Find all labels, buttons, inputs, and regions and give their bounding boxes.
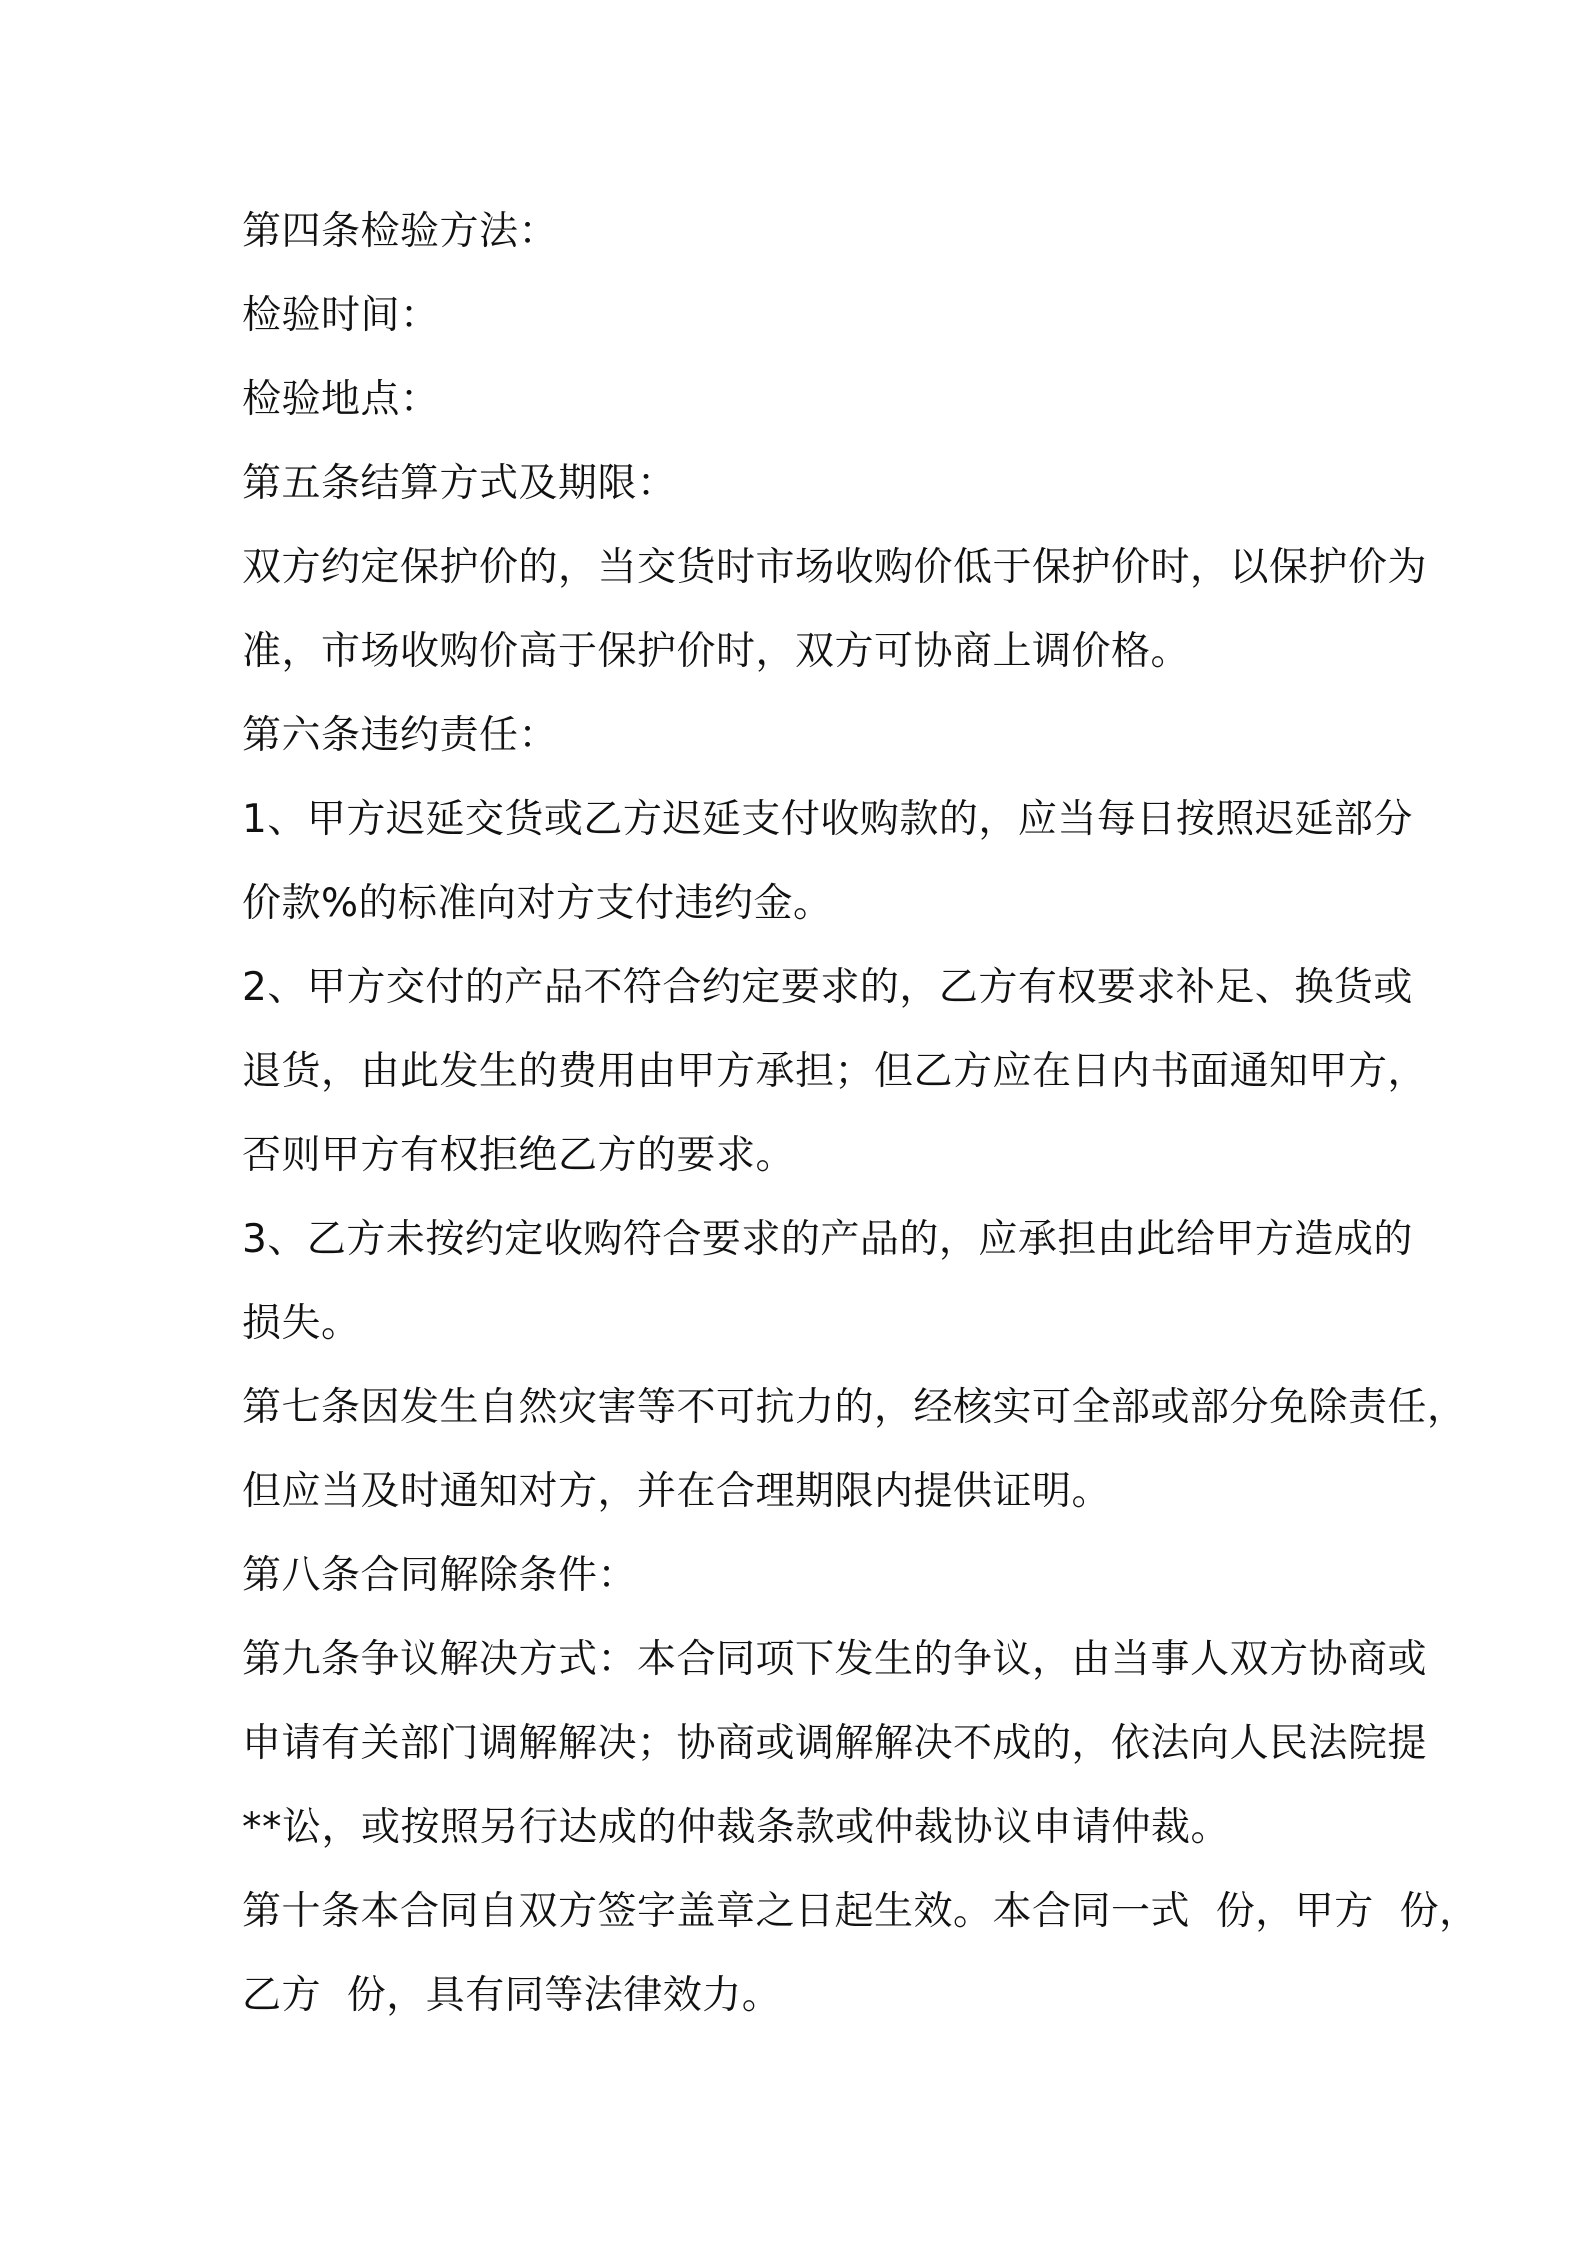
clause-6-item-3-line-2: 损失。 bbox=[242, 1301, 361, 1346]
clause-6-item-2-line-1: 2、甲方交付的产品不符合约定要求的，乙方有权要求补足、换货或 bbox=[242, 965, 1413, 1010]
clause-6-item-2-line-2: 退货，由此发生的费用由甲方承担；但乙方应在日内书面通知甲方， bbox=[242, 1049, 1428, 1094]
contract-body bbox=[242, 190, 1479, 2038]
inspection-location-line: 检验地点： bbox=[242, 377, 440, 422]
clause-10-line-2: 乙方 份，具有同等法律效力。 bbox=[242, 1973, 782, 2018]
clause-5-text-line-1: 双方约定保护价的，当交货时市场收购价低于保护价时，以保护价为 bbox=[242, 545, 1428, 590]
clause-7-line-1: 第七条因发生自然灾害等不可抗力的，经核实可全部或部分免除责任， bbox=[242, 1385, 1467, 1430]
inspection-time-line: 检验时间： bbox=[242, 293, 440, 338]
clause-10-line-1: 第十条本合同自双方签字盖章之日起生效。本合同一式 份，甲方 份， bbox=[242, 1889, 1479, 1934]
clause-7-line-2: 但应当及时通知对方，并在合理期限内提供证明。 bbox=[242, 1469, 1112, 1514]
clause-6-item-2-line-3: 否则甲方有权拒绝乙方的要求。 bbox=[242, 1133, 796, 1178]
clause-5-text-line-2: 准，市场收购价高于保护价时，双方可协商上调价格。 bbox=[242, 629, 1191, 674]
clause-6-item-1-line-2: 价款%的标准向对方支付违约金。 bbox=[242, 881, 833, 926]
clause-5-heading: 第五条结算方式及期限： bbox=[242, 461, 677, 506]
clause-4-heading: 第四条检验方法： bbox=[242, 209, 559, 254]
clause-9-line-2: 申请有关部门调解解决；协商或调解解决不成的，依法向人民法院提 bbox=[242, 1721, 1428, 1766]
clause-6-heading: 第六条违约责任： bbox=[242, 713, 559, 758]
clause-6-item-1-line-1: 1、甲方迟延交货或乙方迟延支付收购款的，应当每日按照迟延部分 bbox=[242, 797, 1413, 842]
clause-9-line-3: **讼，或按照另行达成的仲裁条款或仲裁协议申请仲裁。 bbox=[242, 1805, 1231, 1850]
clause-8-heading: 第八条合同解除条件： bbox=[242, 1553, 638, 1598]
clause-9-line-1: 第九条争议解决方式：本合同项下发生的争议，由当事人双方协商或 bbox=[242, 1637, 1428, 1682]
clause-6-item-3-line-1: 3、乙方未按约定收购符合要求的产品的，应承担由此给甲方造成的 bbox=[242, 1217, 1413, 1262]
